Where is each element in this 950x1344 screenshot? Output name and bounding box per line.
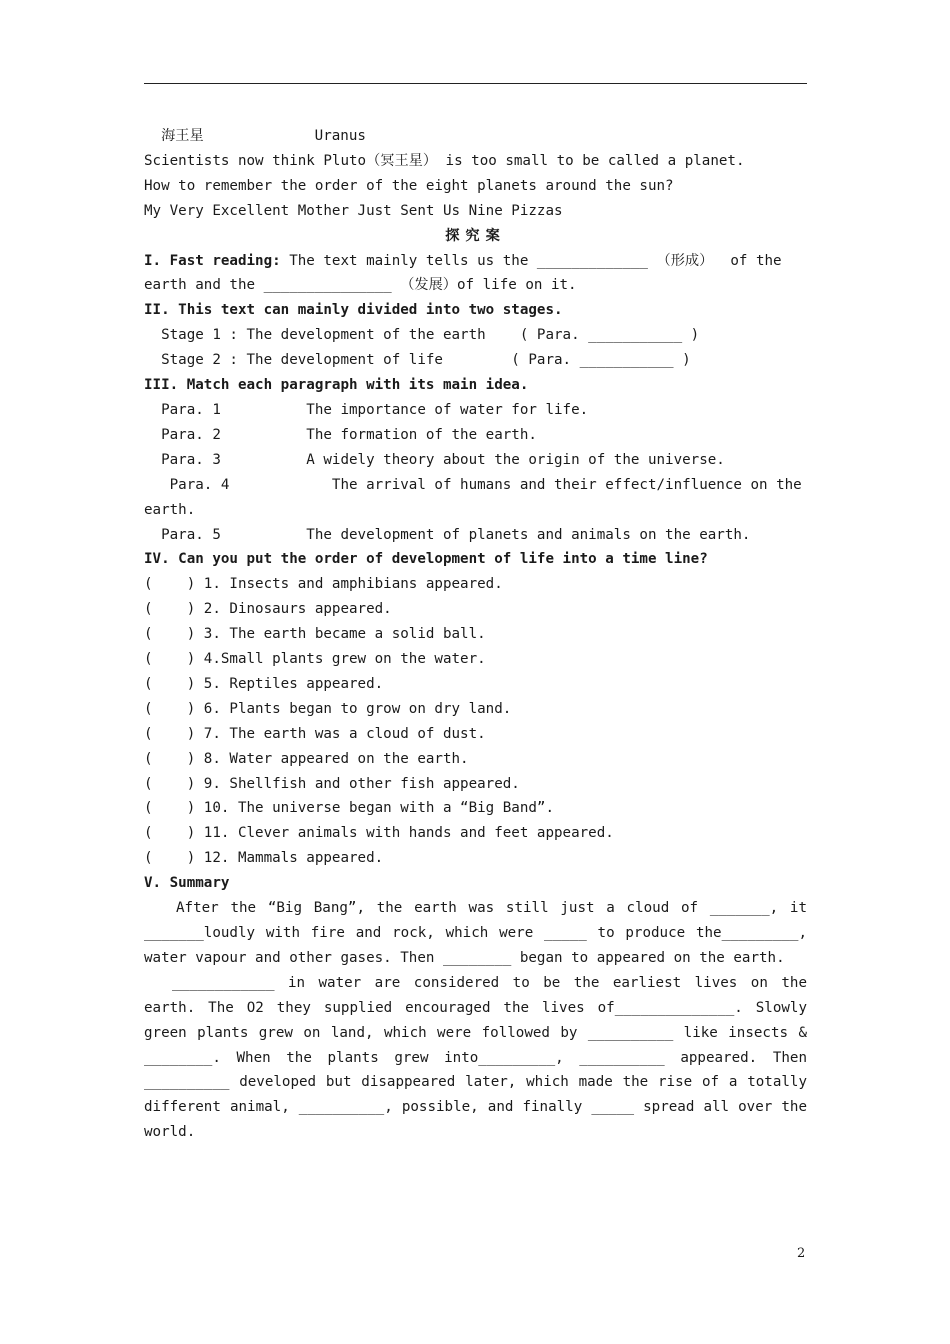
fast-reading-line1 [144, 249, 807, 274]
timeline-item: ( ) 1. Insects and amphibians appeared. [144, 576, 503, 593]
header-rule [144, 83, 807, 84]
fast-reading-text1: The text mainly tells us the _____________ （形成） of the [280, 252, 782, 269]
mnemonic-line: My Very Excellent Mother Just Sent Us Nine Pizzas [144, 202, 563, 219]
timeline-item: ( ) 6. Plants began to grow on dry land. [144, 700, 512, 717]
question-line: How to remember the order of the eight planets around the sun? [144, 177, 674, 194]
timeline-item: ( ) 9. Shellfish and other fish appeared. [144, 775, 520, 792]
timeline-item: ( ) 11. Clever animals with hands and feet appeared. [144, 825, 614, 842]
stages-heading: II. This text can mainly divided into two stages. [144, 302, 563, 319]
fast-reading-line2: earth and the _______________ （发展）of life on it. [144, 277, 577, 294]
timeline-item: ( ) 12. Mammals appeared. [144, 850, 384, 867]
fast-reading-label: I. Fast reading: [144, 252, 281, 269]
summary-paragraph-2: ____________ in water are considered to be the earliest lives on the earth. The O2 they supplied encouraged the lives of______________. Slowly green plants grew on land, which were followed by __________ like insects & ________. When the plants grew into_________, __________ appeared. Then __________ developed but disappeared later, which made the rise of a totally different animal, __________, possible, and finally _____ spread all over the world. [144, 974, 807, 1141]
match-row: Para. 3 A widely theory about the origin of the universe. [144, 451, 725, 468]
match-row: Para. 1 The importance of water for life. [144, 401, 589, 418]
worksheet-page [144, 124, 807, 1145]
timeline-heading: IV. Can you put the order of development of life into a time line? [144, 551, 708, 568]
stage-2: Stage 2 : The development of life ( Para. ___________ ) [144, 352, 691, 369]
section-title: 探究案 [445, 227, 506, 244]
timeline-item: ( ) 4.Small plants grew on the water. [144, 651, 486, 668]
match-heading: III. Match each paragraph with its main idea. [144, 377, 529, 394]
match-row: Para. 4 The arrival of humans and their effect/influence on the [144, 476, 802, 493]
timeline-item: ( ) 3. The earth became a solid ball. [144, 626, 486, 643]
planet-line: 海王星 Uranus [144, 128, 366, 144]
timeline-item: ( ) 8. Water appeared on the earth. [144, 750, 469, 767]
timeline-item: ( ) 2. Dinosaurs appeared. [144, 601, 392, 618]
pluto-line: Scientists now think Pluto（冥王星） is too small to be called a planet. [144, 152, 745, 169]
match-row: Para. 2 The formation of the earth. [144, 426, 537, 443]
stage-1: Stage 1 : The development of the earth ( Para. ___________ ) [144, 327, 700, 344]
summary-paragraph-1: After the “Big Bang”, the earth was still just a cloud of _______, it _______loudly with fire and rock, which were _____ to produce the_________, water vapour and other gases. Then ________ began to appeared on the earth. [144, 900, 807, 966]
timeline-item: ( ) 5. Reptiles appeared. [144, 675, 384, 692]
page-number: 2 [797, 1246, 806, 1261]
summary-heading: V. Summary [144, 875, 230, 892]
match-row: Para. 5 The development of planets and animals on the earth. [144, 526, 751, 543]
timeline-item: ( ) 10. The universe began with a “Big Band”. [144, 800, 554, 817]
match-row: earth. [144, 501, 196, 518]
timeline-item: ( ) 7. The earth was a cloud of dust. [144, 725, 486, 742]
